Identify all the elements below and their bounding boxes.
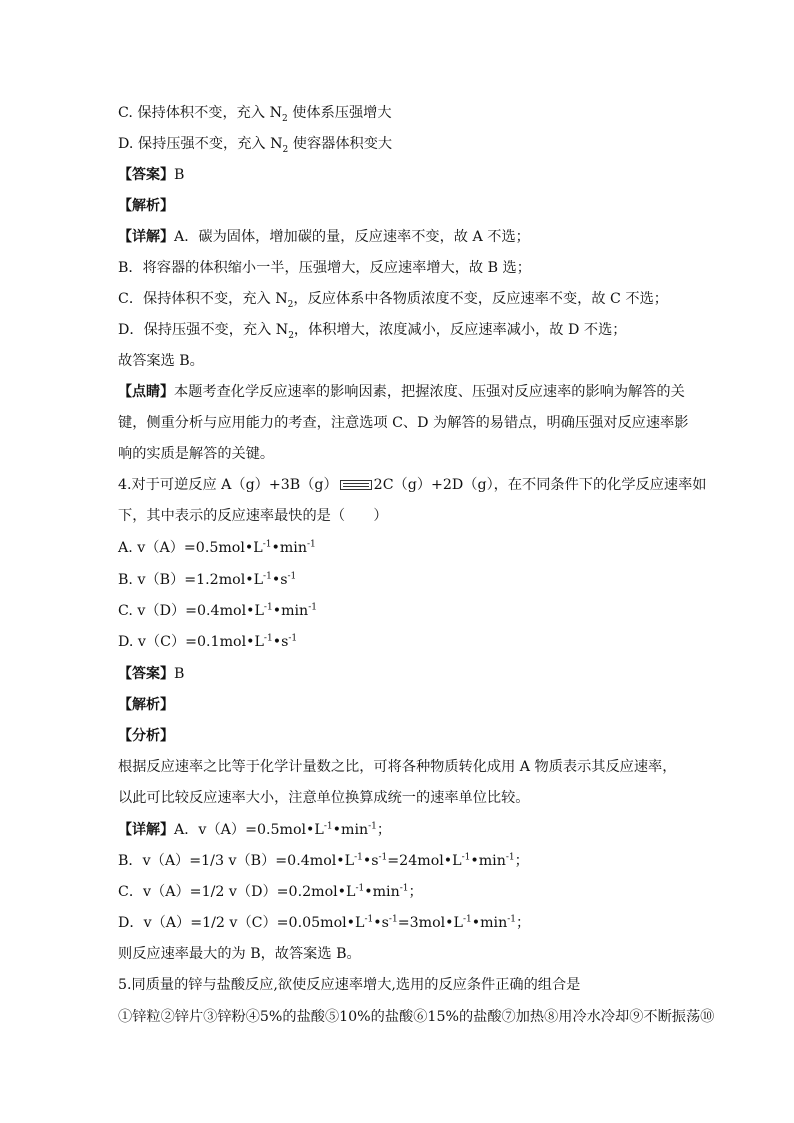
analyze-line-2: 以此可比较反应速率大小，注意单位换算成统一的速率单位比较。 — [118, 790, 530, 806]
analysis-1: 【解析】 — [118, 198, 174, 214]
option-d: D. 保持压强不变，充入 $N_2$ 使容器体积变大 — [118, 136, 393, 155]
detail-b: B．将容器的体积缩小一半，压强增大，反应速率增大，故 B 选； — [118, 260, 531, 276]
q4-option-c: C. $v(D)=0.4mol•L^{-1}•\min^{-1}$ — [118, 602, 317, 619]
conclusion-1: 故答案选 B。 — [118, 353, 204, 369]
question-4-line-1: 4.对于可逆反应 A（g）+3B（g） 2C（g）+2D（g），在不同条件下的化学反应速率如 — [118, 477, 707, 493]
answer-2: 【答案】B — [118, 666, 185, 682]
comment-line-2: 键，侧重分析与应用能力的考查，注意选项 C、D 为解答的易错点，明确压强对反应速率影 — [118, 415, 689, 431]
conclusion-2: 则反应速率最大的为 B，故答案选 B。 — [118, 946, 361, 962]
analysis-2: 【解析】 — [118, 697, 174, 713]
d4-detail-a: 【详解】A．$v(A)=0.5mol•L^{-1}•\min^{-1}$； — [118, 821, 392, 838]
reversible-arrow-icon — [340, 480, 372, 490]
question-5-line-1: 5.同质量的锌与盐酸反应,欲使反应速率增大,选用的反应条件正确的组合是 — [118, 977, 581, 993]
q4-option-a: A. $v(A)=0.5mol•L^{-1}•\min^{-1}$ — [118, 539, 316, 556]
analyze-line-1: 根据反应速率之比等于化学计量数之比，可将各种物质转化成用 A 物质表示其反应速率， — [118, 759, 677, 775]
comment-line-1: 【点睛】本题考查化学反应速率的影响因素，把握浓度、压强对反应速率的影响为解答的关 — [118, 384, 685, 400]
d4-detail-c: C．v（A）=1/2 $v(D)=0.2mol•L^{-1}•\min^{-1}$； — [118, 883, 423, 900]
detail-a: 【详解】A．碳为固体，增加碳的量，反应速率不变，故 A 不选； — [118, 229, 530, 245]
question-5-line-2: ①锌粒②锌片③锌粉④5%的盐酸⑤10%的盐酸⑥15%的盐酸⑦加热⑧用冷水冷却⑨不断振荡⑩ — [118, 1009, 715, 1025]
q4-option-d: D. $v(C)=0.1mol•L^{-1}•s^{-1}$ — [118, 633, 298, 650]
d4-detail-b: B．v（A）=1/3 $v(B)=0.4mol•L^{-1}•s^{-1}=24mol•L^{-1}•\min^{-1}$； — [118, 852, 529, 869]
comment-line-3: 响的实质是解答的关键。 — [118, 446, 275, 462]
detail-c: C．保持体积不变，充入 $N_2$，反应体系中各物质浓度不变，反应速率不变，故 C 不选； — [118, 291, 668, 310]
d4-detail-d: D．v（A）=1/2 $v(C)=0.05mol•L^{-1}•s^{-1}=3mol•L^{-1}•\min^{-1}$； — [118, 914, 531, 931]
question-4-line-2: 下，其中表示的反应速率最快的是（ ） — [118, 508, 388, 524]
detail-d: D．保持压强不变，充入 $N_2$，体积增大，浓度减小，反应速率减小，故 D 不选； — [118, 322, 627, 341]
q4-option-b: B. $v(B)=1.2mol•L^{-1}•s^{-1}$ — [118, 571, 297, 588]
option-c: C. 保持体积不变，充入 $N_2$ 使体系压强增大 — [118, 105, 392, 124]
answer-1: 【答案】B — [118, 167, 185, 183]
analyze-heading: 【分析】 — [118, 728, 174, 744]
